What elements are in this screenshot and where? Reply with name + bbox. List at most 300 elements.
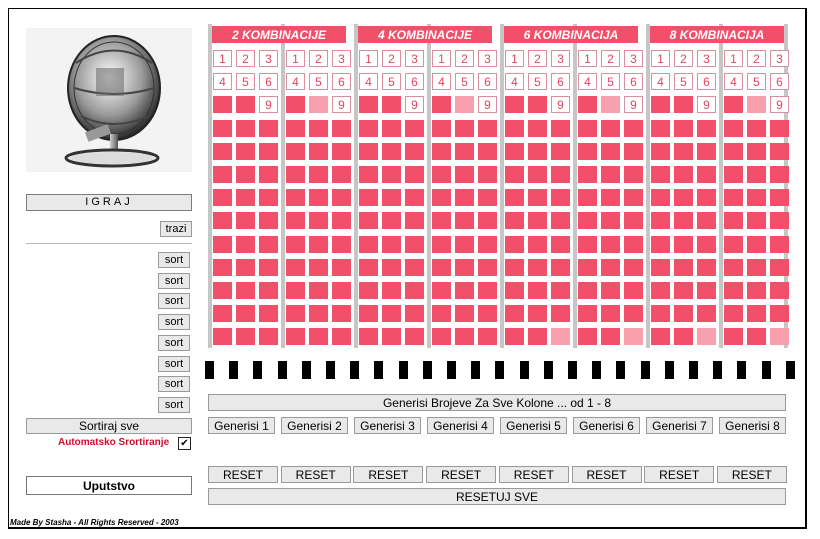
number-cell[interactable]: 5	[309, 73, 328, 90]
selection-cell[interactable]	[382, 143, 401, 160]
selection-cell[interactable]	[528, 143, 547, 160]
number-cell[interactable]: 4	[286, 73, 305, 90]
selection-cell[interactable]	[213, 236, 232, 253]
play-button[interactable]: IGRAJ	[26, 194, 192, 211]
sort-button-6[interactable]: sort	[158, 356, 190, 372]
selection-cell[interactable]	[286, 282, 305, 299]
selection-cell[interactable]	[697, 212, 716, 229]
selection-cell[interactable]	[551, 189, 570, 206]
selection-cell[interactable]	[674, 189, 693, 206]
selection-cell[interactable]	[674, 96, 693, 113]
generate-button-8[interactable]: Generisi 8	[719, 417, 786, 434]
selection-cell[interactable]	[382, 96, 401, 113]
selection-cell[interactable]	[551, 259, 570, 276]
selection-cell[interactable]	[601, 96, 620, 113]
generate-button-6[interactable]: Generisi 6	[573, 417, 640, 434]
selection-cell[interactable]	[724, 166, 743, 183]
number-cell[interactable]: 4	[432, 73, 451, 90]
selection-cell[interactable]	[528, 236, 547, 253]
selection-cell[interactable]	[213, 143, 232, 160]
selection-cell[interactable]	[528, 120, 547, 137]
generate-all-button[interactable]: Generisi Brojeve Za Sve Kolone ... od 1 - 8	[208, 394, 786, 411]
selection-cell[interactable]	[213, 328, 232, 345]
selection-cell[interactable]	[432, 96, 451, 113]
number-cell[interactable]: 5	[601, 73, 620, 90]
number-cell[interactable]: 2	[455, 50, 474, 67]
sort-all-button[interactable]: Sortiraj sve	[26, 418, 192, 434]
selection-cell[interactable]	[697, 166, 716, 183]
selection-cell[interactable]	[505, 96, 524, 113]
selection-cell[interactable]	[551, 120, 570, 137]
number-cell[interactable]: 1	[213, 50, 232, 67]
selection-cell[interactable]	[528, 96, 547, 113]
selection-cell[interactable]	[697, 259, 716, 276]
selection-cell[interactable]	[455, 328, 474, 345]
selection-cell[interactable]	[286, 120, 305, 137]
selection-cell[interactable]	[259, 282, 278, 299]
selection-cell[interactable]	[747, 282, 766, 299]
selection-cell[interactable]	[724, 212, 743, 229]
selection-cell[interactable]	[770, 282, 789, 299]
selection-cell[interactable]	[359, 328, 378, 345]
selection-cell[interactable]	[724, 189, 743, 206]
number-cell[interactable]: 1	[651, 50, 670, 67]
selection-cell[interactable]	[478, 120, 497, 137]
number-cell[interactable]: 6	[770, 73, 789, 90]
number-cell[interactable]: 4	[505, 73, 524, 90]
selection-cell[interactable]	[332, 259, 351, 276]
number-cell[interactable]: 9	[259, 96, 278, 113]
selection-cell[interactable]	[674, 120, 693, 137]
selection-cell[interactable]	[359, 259, 378, 276]
number-cell[interactable]: 9	[405, 96, 424, 113]
selection-cell[interactable]	[528, 189, 547, 206]
selection-cell[interactable]	[259, 305, 278, 322]
selection-cell[interactable]	[309, 282, 328, 299]
selection-cell[interactable]	[359, 236, 378, 253]
selection-cell[interactable]	[697, 305, 716, 322]
selection-cell[interactable]	[505, 305, 524, 322]
selection-cell[interactable]	[455, 189, 474, 206]
sort-button-4[interactable]: sort	[158, 314, 190, 330]
selection-cell[interactable]	[432, 305, 451, 322]
number-cell[interactable]: 5	[382, 73, 401, 90]
selection-cell[interactable]	[259, 259, 278, 276]
number-cell[interactable]: 6	[624, 73, 643, 90]
selection-cell[interactable]	[551, 282, 570, 299]
selection-cell[interactable]	[724, 305, 743, 322]
selection-cell[interactable]	[578, 212, 597, 229]
selection-cell[interactable]	[382, 236, 401, 253]
selection-cell[interactable]	[624, 305, 643, 322]
selection-cell[interactable]	[286, 189, 305, 206]
generate-button-7[interactable]: Generisi 7	[646, 417, 713, 434]
number-cell[interactable]: 1	[359, 50, 378, 67]
selection-cell[interactable]	[528, 282, 547, 299]
number-cell[interactable]: 6	[697, 73, 716, 90]
selection-cell[interactable]	[578, 305, 597, 322]
selection-cell[interactable]	[359, 166, 378, 183]
selection-cell[interactable]	[309, 305, 328, 322]
selection-cell[interactable]	[309, 189, 328, 206]
selection-cell[interactable]	[478, 143, 497, 160]
selection-cell[interactable]	[528, 328, 547, 345]
selection-cell[interactable]	[747, 120, 766, 137]
selection-cell[interactable]	[259, 143, 278, 160]
selection-cell[interactable]	[236, 328, 255, 345]
selection-cell[interactable]	[747, 166, 766, 183]
selection-cell[interactable]	[259, 189, 278, 206]
selection-cell[interactable]	[770, 236, 789, 253]
selection-cell[interactable]	[432, 120, 451, 137]
selection-cell[interactable]	[332, 189, 351, 206]
number-cell[interactable]: 4	[359, 73, 378, 90]
reset-all-button[interactable]: RESETUJ SVE	[208, 488, 786, 505]
selection-cell[interactable]	[236, 305, 255, 322]
number-cell[interactable]: 4	[578, 73, 597, 90]
selection-cell[interactable]	[455, 166, 474, 183]
selection-cell[interactable]	[478, 166, 497, 183]
selection-cell[interactable]	[624, 166, 643, 183]
number-cell[interactable]: 2	[601, 50, 620, 67]
selection-cell[interactable]	[332, 236, 351, 253]
selection-cell[interactable]	[651, 305, 670, 322]
number-cell[interactable]: 9	[551, 96, 570, 113]
generate-button-1[interactable]: Generisi 1	[208, 417, 275, 434]
selection-cell[interactable]	[697, 143, 716, 160]
selection-cell[interactable]	[747, 143, 766, 160]
selection-cell[interactable]	[578, 143, 597, 160]
selection-cell[interactable]	[455, 120, 474, 137]
selection-cell[interactable]	[551, 328, 570, 345]
selection-cell[interactable]	[236, 259, 255, 276]
sort-button-1[interactable]: sort	[158, 252, 190, 268]
selection-cell[interactable]	[309, 259, 328, 276]
selection-cell[interactable]	[286, 166, 305, 183]
selection-cell[interactable]	[332, 305, 351, 322]
generate-button-4[interactable]: Generisi 4	[427, 417, 494, 434]
selection-cell[interactable]	[601, 212, 620, 229]
number-cell[interactable]: 2	[236, 50, 255, 67]
selection-cell[interactable]	[332, 143, 351, 160]
selection-cell[interactable]	[651, 189, 670, 206]
selection-cell[interactable]	[528, 212, 547, 229]
selection-cell[interactable]	[651, 120, 670, 137]
selection-cell[interactable]	[405, 143, 424, 160]
selection-cell[interactable]	[578, 236, 597, 253]
selection-cell[interactable]	[286, 96, 305, 113]
selection-cell[interactable]	[578, 189, 597, 206]
selection-cell[interactable]	[309, 212, 328, 229]
selection-cell[interactable]	[309, 236, 328, 253]
selection-cell[interactable]	[551, 143, 570, 160]
selection-cell[interactable]	[770, 120, 789, 137]
selection-cell[interactable]	[674, 236, 693, 253]
selection-cell[interactable]	[432, 212, 451, 229]
selection-cell[interactable]	[405, 120, 424, 137]
selection-cell[interactable]	[405, 305, 424, 322]
instructions-button[interactable]: Uputstvo	[26, 476, 192, 495]
selection-cell[interactable]	[724, 120, 743, 137]
selection-cell[interactable]	[770, 328, 789, 345]
reset-button-6[interactable]: RESET	[572, 466, 642, 483]
selection-cell[interactable]	[724, 282, 743, 299]
number-cell[interactable]: 9	[697, 96, 716, 113]
number-cell[interactable]: 5	[747, 73, 766, 90]
selection-cell[interactable]	[236, 96, 255, 113]
selection-cell[interactable]	[578, 328, 597, 345]
selection-cell[interactable]	[551, 212, 570, 229]
reset-button-8[interactable]: RESET	[717, 466, 787, 483]
selection-cell[interactable]	[747, 328, 766, 345]
selection-cell[interactable]	[505, 189, 524, 206]
number-cell[interactable]: 1	[578, 50, 597, 67]
selection-cell[interactable]	[578, 96, 597, 113]
selection-cell[interactable]	[286, 143, 305, 160]
selection-cell[interactable]	[724, 328, 743, 345]
selection-cell[interactable]	[286, 305, 305, 322]
selection-cell[interactable]	[601, 328, 620, 345]
number-cell[interactable]: 3	[624, 50, 643, 67]
number-cell[interactable]: 2	[382, 50, 401, 67]
sort-button-3[interactable]: sort	[158, 293, 190, 309]
selection-cell[interactable]	[332, 120, 351, 137]
selection-cell[interactable]	[236, 143, 255, 160]
selection-cell[interactable]	[651, 259, 670, 276]
selection-cell[interactable]	[651, 166, 670, 183]
selection-cell[interactable]	[286, 236, 305, 253]
selection-cell[interactable]	[747, 212, 766, 229]
selection-cell[interactable]	[455, 143, 474, 160]
selection-cell[interactable]	[601, 305, 620, 322]
selection-cell[interactable]	[551, 166, 570, 183]
selection-cell[interactable]	[213, 120, 232, 137]
selection-cell[interactable]	[651, 282, 670, 299]
selection-cell[interactable]	[601, 120, 620, 137]
selection-cell[interactable]	[578, 120, 597, 137]
selection-cell[interactable]	[601, 189, 620, 206]
selection-cell[interactable]	[213, 166, 232, 183]
selection-cell[interactable]	[405, 236, 424, 253]
selection-cell[interactable]	[624, 120, 643, 137]
selection-cell[interactable]	[624, 212, 643, 229]
number-cell[interactable]: 2	[747, 50, 766, 67]
sort-button-5[interactable]: sort	[158, 335, 190, 351]
selection-cell[interactable]	[432, 236, 451, 253]
reset-button-3[interactable]: RESET	[353, 466, 423, 483]
number-cell[interactable]: 3	[551, 50, 570, 67]
number-cell[interactable]: 6	[551, 73, 570, 90]
number-cell[interactable]: 1	[724, 50, 743, 67]
selection-cell[interactable]	[770, 259, 789, 276]
selection-cell[interactable]	[528, 305, 547, 322]
number-cell[interactable]: 2	[528, 50, 547, 67]
selection-cell[interactable]	[309, 328, 328, 345]
selection-cell[interactable]	[455, 236, 474, 253]
selection-cell[interactable]	[747, 189, 766, 206]
number-cell[interactable]: 3	[405, 50, 424, 67]
selection-cell[interactable]	[332, 328, 351, 345]
selection-cell[interactable]	[601, 143, 620, 160]
selection-cell[interactable]	[674, 282, 693, 299]
sort-button-2[interactable]: sort	[158, 273, 190, 289]
selection-cell[interactable]	[551, 305, 570, 322]
selection-cell[interactable]	[505, 212, 524, 229]
selection-cell[interactable]	[455, 259, 474, 276]
selection-cell[interactable]	[309, 166, 328, 183]
selection-cell[interactable]	[259, 328, 278, 345]
selection-cell[interactable]	[528, 166, 547, 183]
selection-cell[interactable]	[724, 96, 743, 113]
selection-cell[interactable]	[432, 143, 451, 160]
selection-cell[interactable]	[674, 212, 693, 229]
number-cell[interactable]: 6	[405, 73, 424, 90]
selection-cell[interactable]	[624, 328, 643, 345]
selection-cell[interactable]	[674, 305, 693, 322]
selection-cell[interactable]	[747, 259, 766, 276]
selection-cell[interactable]	[528, 259, 547, 276]
number-cell[interactable]: 3	[332, 50, 351, 67]
selection-cell[interactable]	[405, 282, 424, 299]
selection-cell[interactable]	[578, 166, 597, 183]
selection-cell[interactable]	[505, 236, 524, 253]
reset-button-4[interactable]: RESET	[426, 466, 496, 483]
selection-cell[interactable]	[213, 305, 232, 322]
selection-cell[interactable]	[432, 189, 451, 206]
selection-cell[interactable]	[747, 236, 766, 253]
number-cell[interactable]: 6	[259, 73, 278, 90]
selection-cell[interactable]	[697, 328, 716, 345]
selection-cell[interactable]	[359, 120, 378, 137]
selection-cell[interactable]	[332, 282, 351, 299]
selection-cell[interactable]	[359, 143, 378, 160]
selection-cell[interactable]	[405, 189, 424, 206]
number-cell[interactable]: 3	[770, 50, 789, 67]
selection-cell[interactable]	[624, 236, 643, 253]
selection-cell[interactable]	[405, 259, 424, 276]
selection-cell[interactable]	[651, 236, 670, 253]
selection-cell[interactable]	[455, 96, 474, 113]
generate-button-5[interactable]: Generisi 5	[500, 417, 567, 434]
reset-button-7[interactable]: RESET	[644, 466, 714, 483]
selection-cell[interactable]	[674, 166, 693, 183]
selection-cell[interactable]	[455, 305, 474, 322]
selection-cell[interactable]	[213, 189, 232, 206]
selection-cell[interactable]	[770, 166, 789, 183]
selection-cell[interactable]	[551, 236, 570, 253]
selection-cell[interactable]	[432, 328, 451, 345]
selection-cell[interactable]	[651, 143, 670, 160]
selection-cell[interactable]	[505, 143, 524, 160]
generate-button-2[interactable]: Generisi 2	[281, 417, 348, 434]
number-cell[interactable]: 1	[286, 50, 305, 67]
selection-cell[interactable]	[478, 259, 497, 276]
selection-cell[interactable]	[651, 212, 670, 229]
selection-cell[interactable]	[432, 282, 451, 299]
selection-cell[interactable]	[478, 189, 497, 206]
selection-cell[interactable]	[286, 259, 305, 276]
selection-cell[interactable]	[359, 282, 378, 299]
reset-button-5[interactable]: RESET	[499, 466, 569, 483]
selection-cell[interactable]	[724, 259, 743, 276]
selection-cell[interactable]	[697, 282, 716, 299]
selection-cell[interactable]	[382, 189, 401, 206]
selection-cell[interactable]	[505, 328, 524, 345]
number-cell[interactable]: 9	[770, 96, 789, 113]
number-cell[interactable]: 3	[259, 50, 278, 67]
selection-cell[interactable]	[259, 212, 278, 229]
number-cell[interactable]: 6	[478, 73, 497, 90]
number-cell[interactable]: 9	[332, 96, 351, 113]
selection-cell[interactable]	[309, 96, 328, 113]
reset-button-2[interactable]: RESET	[281, 466, 351, 483]
selection-cell[interactable]	[259, 236, 278, 253]
sort-button-7[interactable]: sort	[158, 376, 190, 392]
selection-cell[interactable]	[601, 236, 620, 253]
selection-cell[interactable]	[236, 189, 255, 206]
selection-cell[interactable]	[505, 166, 524, 183]
selection-cell[interactable]	[309, 120, 328, 137]
auto-sort-checkbox[interactable]: ✔	[178, 437, 191, 450]
number-cell[interactable]: 5	[528, 73, 547, 90]
selection-cell[interactable]	[236, 282, 255, 299]
selection-cell[interactable]	[259, 166, 278, 183]
number-cell[interactable]: 3	[697, 50, 716, 67]
selection-cell[interactable]	[674, 143, 693, 160]
generate-button-3[interactable]: Generisi 3	[354, 417, 421, 434]
reset-button-1[interactable]: RESET	[208, 466, 278, 483]
selection-cell[interactable]	[236, 212, 255, 229]
selection-cell[interactable]	[286, 212, 305, 229]
selection-cell[interactable]	[770, 305, 789, 322]
selection-cell[interactable]	[624, 189, 643, 206]
sort-button-8[interactable]: sort	[158, 397, 190, 413]
selection-cell[interactable]	[359, 305, 378, 322]
selection-cell[interactable]	[578, 259, 597, 276]
selection-cell[interactable]	[505, 259, 524, 276]
number-cell[interactable]: 5	[236, 73, 255, 90]
selection-cell[interactable]	[478, 282, 497, 299]
number-cell[interactable]: 9	[478, 96, 497, 113]
selection-cell[interactable]	[286, 328, 305, 345]
selection-cell[interactable]	[724, 236, 743, 253]
selection-cell[interactable]	[624, 282, 643, 299]
selection-cell[interactable]	[382, 328, 401, 345]
selection-cell[interactable]	[213, 96, 232, 113]
selection-cell[interactable]	[601, 259, 620, 276]
selection-cell[interactable]	[309, 143, 328, 160]
selection-cell[interactable]	[697, 120, 716, 137]
selection-cell[interactable]	[624, 259, 643, 276]
selection-cell[interactable]	[697, 189, 716, 206]
selection-cell[interactable]	[747, 305, 766, 322]
search-button[interactable]: trazi	[160, 221, 192, 237]
number-cell[interactable]: 1	[432, 50, 451, 67]
number-cell[interactable]: 1	[505, 50, 524, 67]
selection-cell[interactable]	[601, 166, 620, 183]
selection-cell[interactable]	[624, 143, 643, 160]
selection-cell[interactable]	[213, 282, 232, 299]
selection-cell[interactable]	[505, 282, 524, 299]
number-cell[interactable]: 9	[624, 96, 643, 113]
selection-cell[interactable]	[259, 120, 278, 137]
number-cell[interactable]: 2	[309, 50, 328, 67]
selection-cell[interactable]	[478, 212, 497, 229]
selection-cell[interactable]	[455, 212, 474, 229]
selection-cell[interactable]	[382, 120, 401, 137]
selection-cell[interactable]	[213, 259, 232, 276]
selection-cell[interactable]	[382, 166, 401, 183]
